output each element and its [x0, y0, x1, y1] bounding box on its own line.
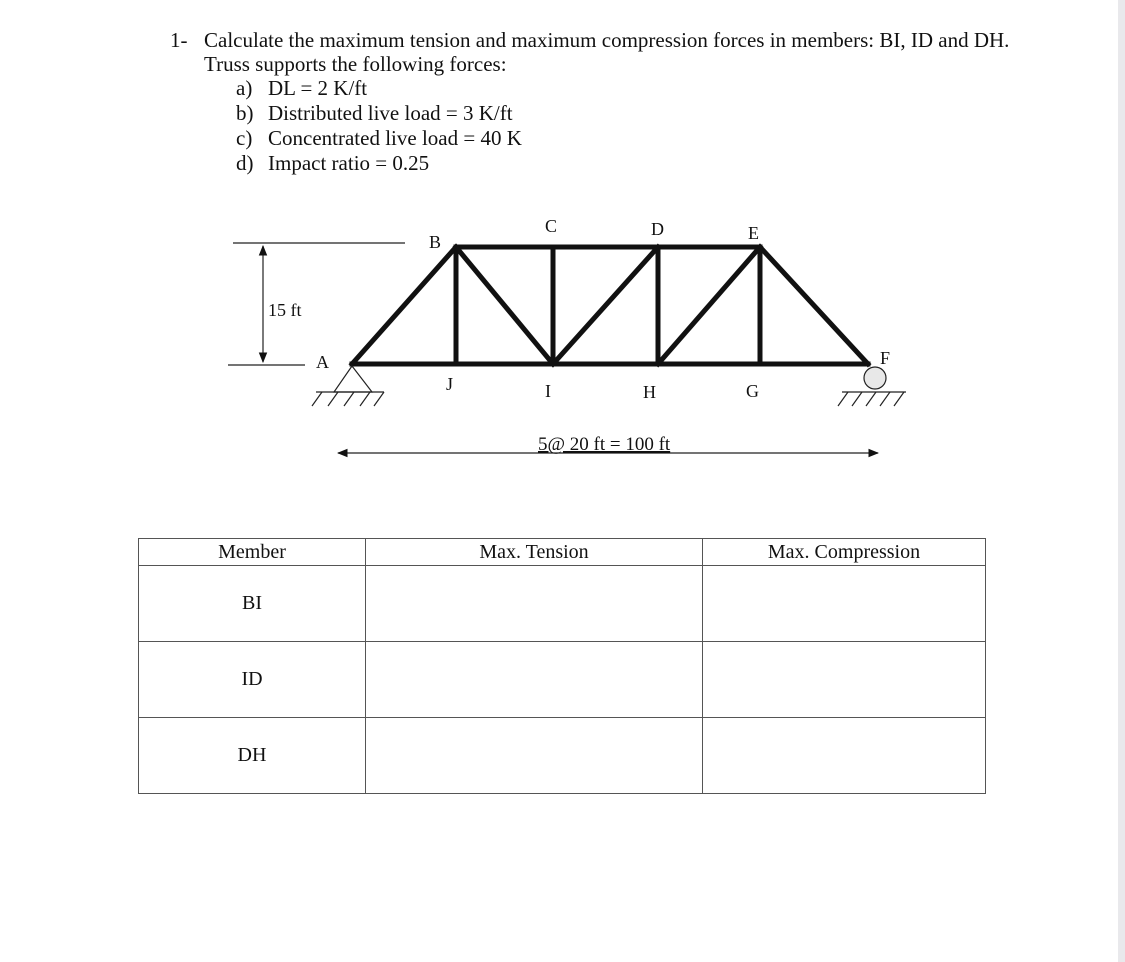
node-label-J: J: [446, 374, 454, 394]
load-item-label: d): [236, 151, 254, 175]
member-HE: [658, 247, 760, 364]
node-label-I: I: [545, 381, 551, 401]
compression-cell[interactable]: [703, 566, 986, 642]
compression-cell[interactable]: [703, 642, 986, 718]
member-EF: [760, 247, 868, 364]
node-label-D: D: [651, 219, 664, 239]
node-label-C: C: [545, 216, 558, 236]
problem-statement: Calculate the maximum tension and maximum compression forces in members: BI, ID and DH. Truss supports the following forces:: [204, 28, 1010, 76]
height-label: 15 ft: [268, 300, 302, 320]
header-max-compression: Max. Compression: [703, 539, 986, 566]
header-max-tension: Max. Tension: [366, 539, 703, 566]
problem-number: 1-: [170, 28, 188, 52]
node-label-F: F: [880, 348, 891, 368]
span-label: 5@ 20 ft = 100 ft: [538, 434, 671, 455]
pin-support: [312, 366, 384, 406]
node-label-E: E: [748, 223, 759, 243]
table-row: [139, 718, 986, 794]
table-row: [139, 566, 986, 642]
member-cell: BI: [139, 566, 366, 642]
header-member: Member: [139, 539, 366, 566]
load-item-text: Concentrated live load = 40 K: [268, 126, 522, 150]
node-label-B: B: [429, 232, 442, 252]
tension-cell[interactable]: [366, 718, 703, 794]
member-BI: [456, 247, 553, 364]
member-cell: ID: [139, 642, 366, 718]
table-header-row: [139, 539, 986, 566]
tension-cell[interactable]: [366, 642, 703, 718]
tension-cell[interactable]: [366, 566, 703, 642]
node-label-G: G: [746, 381, 759, 401]
member-AB: [352, 247, 456, 364]
load-item-label: c): [236, 126, 253, 150]
compression-cell[interactable]: [703, 718, 986, 794]
roller-support: [838, 367, 906, 406]
load-item-text: Distributed live load = 3 K/ft: [268, 101, 513, 125]
member-cell: DH: [139, 718, 366, 794]
truss-members: [352, 247, 868, 364]
table-row: [139, 642, 986, 718]
load-item-text: Impact ratio = 0.25: [268, 151, 430, 175]
node-label-H: H: [643, 382, 656, 402]
answer-table: [138, 538, 986, 794]
load-item-label: a): [236, 76, 253, 100]
member-ID: [553, 247, 658, 364]
load-item-label: b): [236, 101, 254, 125]
node-label-A: A: [316, 352, 329, 372]
load-item-text: DL = 2 K/ft: [268, 76, 368, 100]
